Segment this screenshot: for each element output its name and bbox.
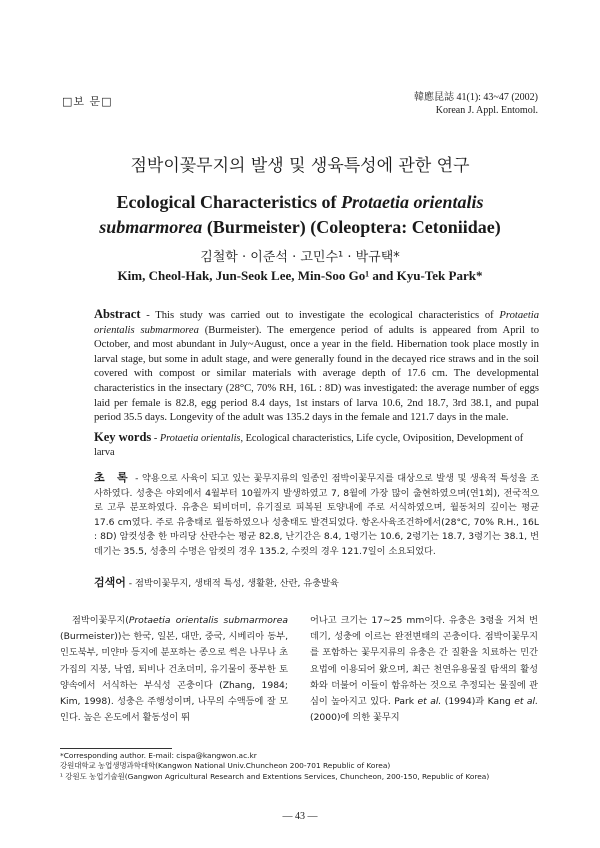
footnote-affiliation-2: ¹ 강원도 농업기술원(Gangwon Agricultural Research and Extentions Services, Chuncheon, 200-150, Republic of Korea) [60,771,490,781]
english-title-text: Ecological Characteristics of [116,192,341,212]
body-text-cont: (1994)과 Kang [441,696,515,708]
english-title [60,190,540,240]
authors-english: Kim, Cheol-Hak, Jun-Seok Lee, Min-Soo Go¹ and Kyu-Tek Park* [117,268,483,283]
body-etal: et al. [417,696,442,708]
journal-header [414,91,538,117]
english-title-line-1 [60,190,540,215]
body-text: 어나고 크기는 17~25 mm이다. 유충은 3령을 거쳐 번데기, 성충에 이르는 완전변태의 곤충이다. 점박이꽃무지를 포함하는 꽃무지류의 유충은 간 질환을 치료하는 민간요법에 이용되어 왔으며, 최근 천연유용물질 탐색의 활성화와 더불어 이들이 함유하는 것으로 추정되는 물질에 관심이 높아지고 있다. Park [310,615,538,708]
keywords-dash: - [151,433,160,444]
korean-keywords-label: 검색어 [94,576,126,589]
keywords-list: , Ecological characteristics, Life cycle, Oviposition, Development of larva [94,433,524,458]
abstract-text-cont: (Burmeister). The emergence period of adults is appeared from April to October, and most abundant in July~August, once a year in the field. Hibernation took place mostly in larval stage, but some in adult stage, and were generally found in the decayed rice straws and in the soil covered with compost or similar materials with average depth of 17.6 cm. The developmental characteristics in the insectary (28°C, 70% RH, 16L : 8D) was investigated: the average number of eggs laid per female is 82.8, egg period 8.4 days, 1st instars of larva 10.6, 2nd 18.7, 3rd 38.1, and pupal period 35.5 days. Longevity of the adult was 135.2 days in the female and 121.7 days in the male. [94,324,539,424]
body-column-left [60,613,288,726]
korean-abstract [94,471,539,560]
abstract-species: Protaetia orientalis submarmorea [94,310,539,336]
english-title-species: Protaetia orientalis [340,192,484,212]
page-number: — 43 — [282,811,318,822]
footnote-corresponding: *Corresponding author. E-mail: cispa@kangwon.ac.kr [60,751,257,760]
korean-keywords [94,574,539,590]
body-text-end: (2000)에 의한 꽃무지 [310,712,400,724]
authors-korean: 김철학 · 이준석 · 고민수¹ · 박규택* [200,250,400,265]
footnote-affiliation: 강원대학교 농업생명과학대학(Kangwon National Univ.Chuncheon 200-701 Republic of Korea) [60,761,391,771]
keywords-label: Key words [94,430,152,444]
keywords-species: Protaetia orientalis [159,433,241,444]
abstract-label: Abstract [94,307,141,321]
section-label: □보 문□ [62,95,113,108]
body-text: 점박이꽃무지( [72,615,129,626]
english-title-taxonomy: (Burmeister) (Coleoptera: Cetoniidae) [202,217,501,237]
korean-abstract-label: 초 록 [94,471,132,484]
korean-abstract-text: - 약용으로 사육이 되고 있는 꽃무지류의 일종인 점박이꽃무지를 대상으로 발생 및 생육적 특성을 조사하였다. 성충은 야외에서 4월부터 10월까지 발생하였고 7, 8월에 가장 많이 출현하였으며(연1회), 전국적으로 고루 분포하였다. 유충은 퇴비더미, 유기질로 피복된 토양내에 주로 서식하였으며, 월동처의 깊이는 평균 17.6 cm였다. 주로 유충태로 월동하였으나 성충태도 발견되었다. 항온사육조건하에서(28°C, 70% R.H., 16L : 8D) 암컷성충 한 마리당 산란수는 평균 82.8, 난기간은 8.4, 1령기는 10.6, 2령기는 18.7, 3령기는 38.1, 번데기는 35.5, 성충의 수명은 암컷의 경우 135.2, 수컷의 경우 121.7일이 소요되었다. [94,473,539,557]
body-etal: et al. [514,696,538,708]
korean-title: 점박이꽃무지의 발생 및 생육특성에 관한 연구 [130,156,470,176]
abstract-text: - This study was carried out to investigate the ecological characteristics of [140,310,500,321]
keywords [94,430,539,460]
body-column-right [310,613,538,726]
journal-reference: 韓應昆誌 41(1): 43~47 (2002) [413,92,538,103]
footnote-divider [60,748,172,749]
korean-keywords-text: - 점박이꽃무지, 생태적 특성, 생활환, 산란, 유충발육 [125,578,339,589]
footnotes [60,751,540,782]
body-text-cont: (Burmeister))는 한국, 일본, 대만, 중국, 시베리아 동부, 인도북부, 미얀마 등지에 분포하는 종으로 썩은 나무나 초가집의 지붕, 낙엽, 퇴비나 건초더미, 유기물이 풍부한 토양속에서 서식하는 부식성 곤충이다 (Zhang, 1984; Kim, 1998). 성충은 주행성이며, 나무의 수액등에 잘 모인다. 높은 온도에서 활동성이 뛰 [60,631,288,724]
english-title-line-2 [60,215,540,240]
english-title-subspecies: submarmorea [99,217,203,237]
journal-english-name: Korean J. Appl. Entomol. [435,105,538,116]
abstract [94,307,539,426]
body-species: Protaetia orientalis submarmorea [128,615,288,626]
